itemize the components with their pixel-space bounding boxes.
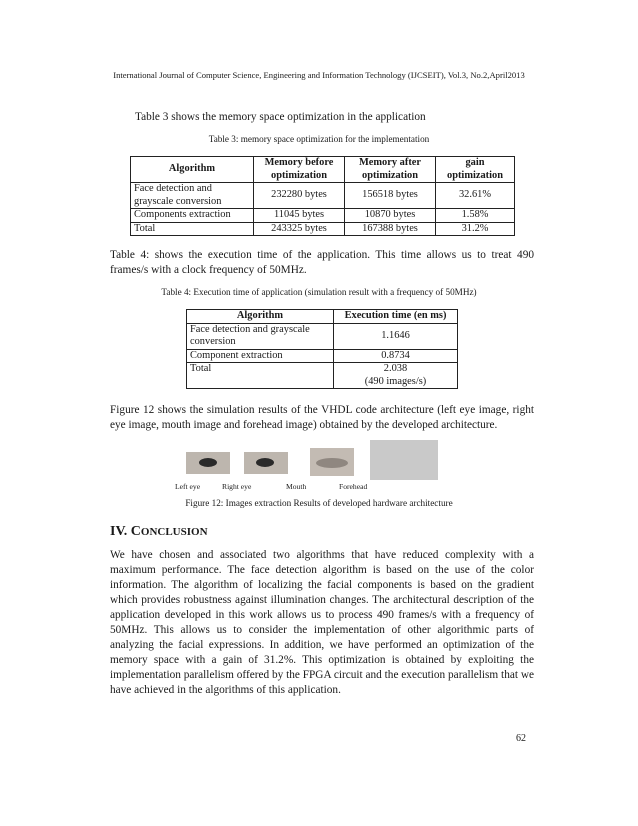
table-cell: 167388 bytes [345, 222, 436, 236]
table4-caption: Table 4: Execution time of application (simulation result with a frequency of 50MHz) [161, 287, 477, 297]
table-header-cell: Execution time (en ms) [334, 310, 458, 324]
table-cell: 232280 bytes [254, 183, 345, 209]
table4-intro: Table 4: shows the execution time of the application. This time allows us to treat 490 frames/s with a clock frequency of 50MHz. [110, 249, 534, 276]
figure-label: Forehead [339, 482, 368, 491]
table-cell: Face detection and grayscale conversion [131, 183, 254, 209]
memory-table [130, 156, 515, 236]
table-row [131, 209, 515, 223]
table-cell: 0.8734 [334, 349, 458, 363]
table-header-cell: Memory before optimization [254, 157, 345, 183]
forehead-image [370, 440, 438, 480]
total-time-value: 2.038 [383, 363, 408, 374]
table-header-cell: gain optimization [436, 157, 515, 183]
table-cell: 11045 bytes [254, 209, 345, 223]
table-row [187, 349, 458, 363]
table-row [131, 222, 515, 236]
table-cell: Total [131, 222, 254, 236]
right-eye-image [244, 452, 288, 474]
table3-intro: Table 3 shows the memory space optimization in the application [135, 111, 426, 123]
table-row [131, 183, 515, 209]
table-cell: 156518 bytes [345, 183, 436, 209]
figure12-intro: Figure 12 shows the simulation results of the VHDL code architecture (left eye image, right eye image, mouth image and forehead image) obtained by the developed architecture. [110, 404, 534, 431]
total-frame-rate: (490 images/s) [364, 375, 427, 387]
table-header-row [131, 157, 515, 183]
execution-time-table [186, 309, 458, 389]
table-cell: 31.2% [436, 222, 515, 236]
conclusion-paragraph: We have chosen and associated two algorithms that have reduced complexity with a maximum performance. The face detection algorithm is based on the use of the color information. The algorithm of localizing the facial components is based on the gradient which provides robustness against illumination changes. The architectural description of the application developed in this work allows us to process 490 frames/s with a frequency of 50MHz. This allows us to consider the implementation of other algorithmic parts of analyzing the facial expressions. In addition, we have performed an optimization of the memory space with a gain of 31.2%. This optimization is obtained by exploiting the implementation parallelism offered by the FPGA circuit and the execution parallelism that we have achieved in the algorithms of this application. [110, 549, 534, 696]
section-title-cap: C [130, 524, 141, 539]
mouth-image [310, 448, 354, 476]
table-header-row [187, 310, 458, 324]
table-cell: Component extraction [187, 349, 334, 363]
table-cell: 1.58% [436, 209, 515, 223]
journal-header: International Journal of Computer Science, Engineering and Information Technology (IJCSEIT), Vol.3, No.2,April2013 [113, 70, 525, 80]
table-header-cell: Algorithm [187, 310, 334, 324]
table-row [187, 363, 458, 389]
figure12-caption: Figure 12: Images extraction Results of developed hardware architecture [185, 498, 453, 508]
table-cell: 32.61% [436, 183, 515, 209]
section-heading [110, 524, 208, 540]
table-row [187, 323, 458, 349]
table-header-cell: Algorithm [131, 157, 254, 183]
table-cell [334, 363, 458, 389]
table-header-cell: Memory after optimization [345, 157, 436, 183]
table-cell: Components extraction [131, 209, 254, 223]
table-cell: 243325 bytes [254, 222, 345, 236]
figure-label: Left eye [175, 482, 201, 491]
figure-label: Right eye [222, 482, 252, 491]
section-title-rest: ONCLUSION [140, 526, 208, 538]
figure-label: Mouth [286, 482, 307, 491]
table-cell: 1.1646 [334, 323, 458, 349]
table-cell: Total [187, 363, 334, 389]
table-cell: 10870 bytes [345, 209, 436, 223]
table-cell: Face detection and grayscale conversion [187, 323, 334, 349]
page-number: 62 [516, 733, 526, 744]
table3-caption: Table 3: memory space optimization for the implementation [208, 134, 430, 144]
left-eye-image [186, 452, 230, 474]
section-number: IV. [110, 524, 128, 539]
